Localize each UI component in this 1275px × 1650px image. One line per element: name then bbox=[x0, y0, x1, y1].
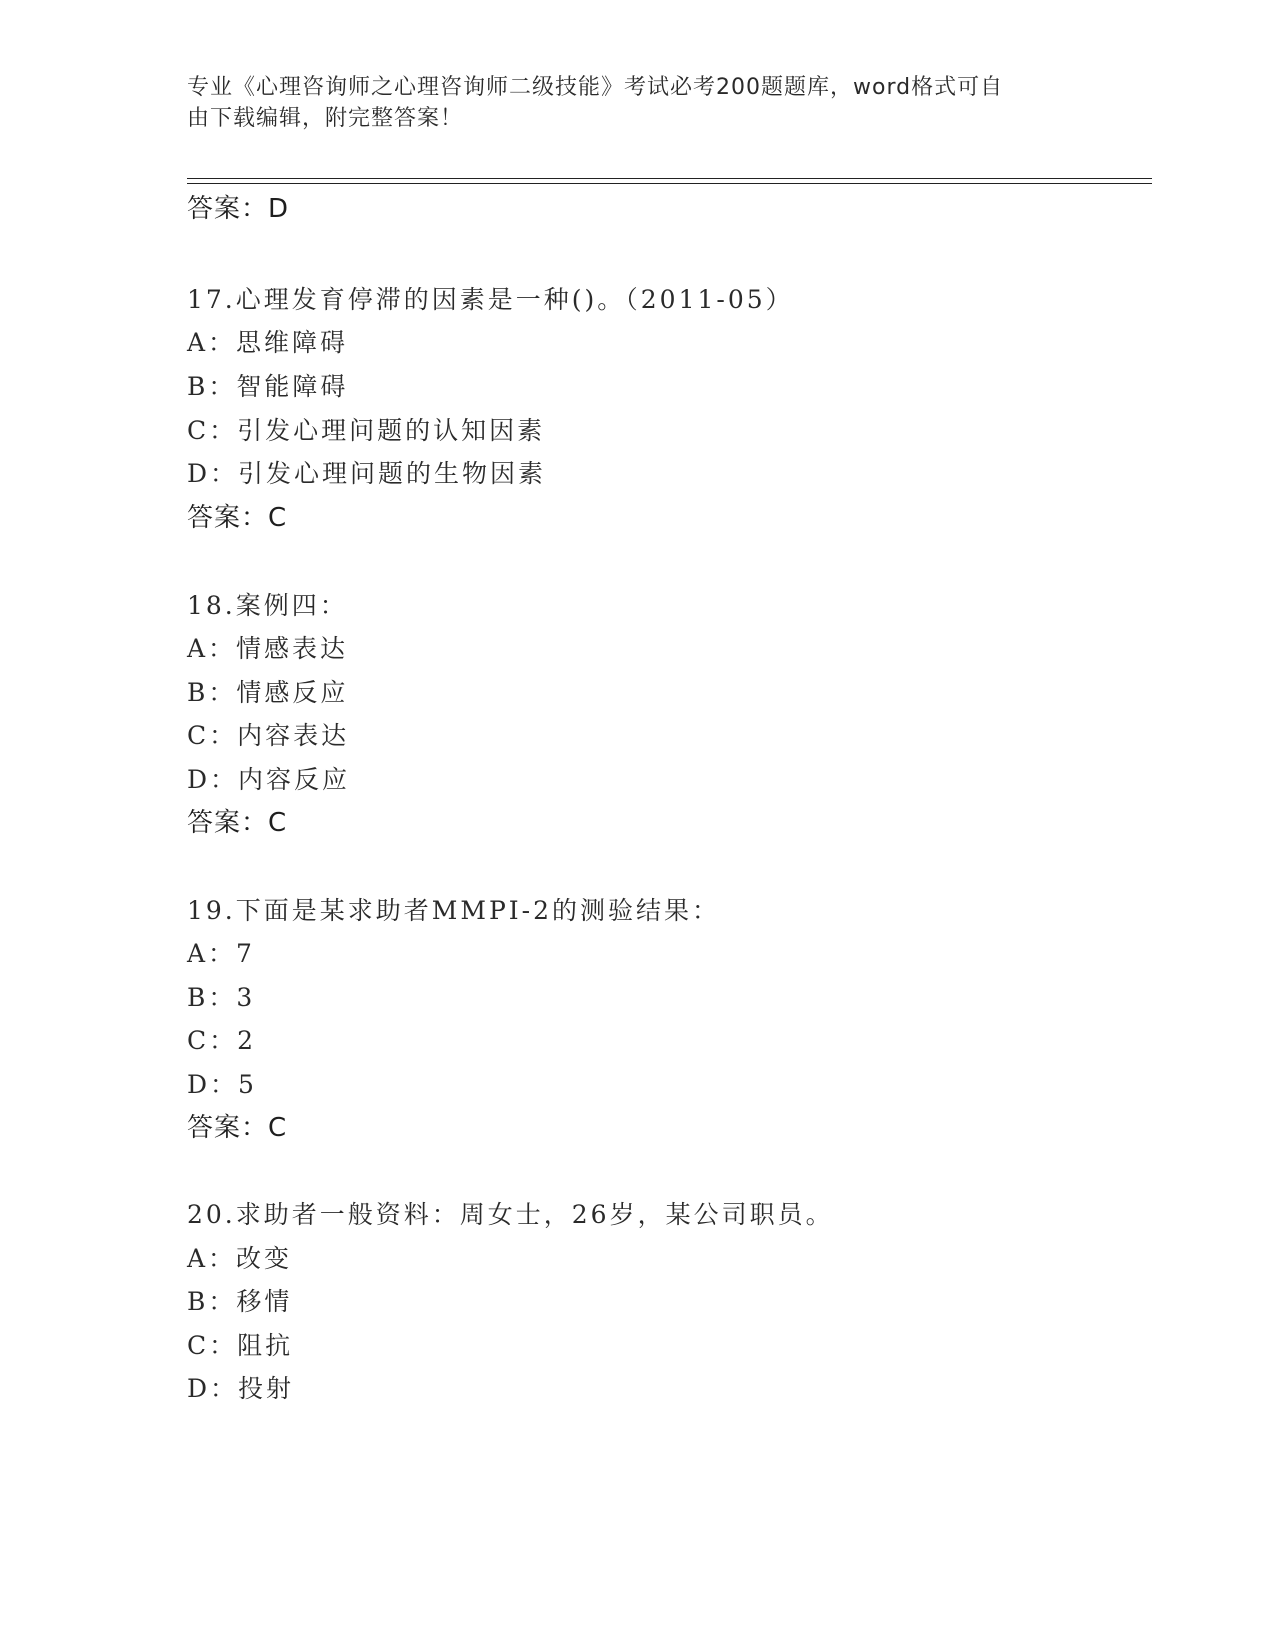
question-19-option-a: A：7 bbox=[187, 939, 255, 968]
question-18-option-d: D：内容反应 bbox=[187, 765, 351, 794]
question-20-option-c: C：阻抗 bbox=[187, 1331, 294, 1360]
question-18-option-a: A：情感表达 bbox=[187, 634, 349, 663]
question-20-option-d: D：投射 bbox=[187, 1374, 295, 1403]
header-rule-bottom bbox=[187, 183, 1152, 184]
question-17-option-a: A：思维障碍 bbox=[187, 328, 349, 357]
question-stem-17: 17.心理发育停滞的因素是一种()。（2011-05） bbox=[187, 285, 794, 314]
question-20-option-b: B：移情 bbox=[187, 1287, 293, 1316]
question-stem-19: 19.下面是某求助者MMPI-2的测验结果： bbox=[187, 896, 721, 925]
question-20-option-a: A：改变 bbox=[187, 1244, 293, 1273]
question-19-option-b: B：3 bbox=[187, 983, 256, 1012]
question-stem-20: 20.求助者一般资料：周女士，26岁，某公司职员。 bbox=[187, 1200, 834, 1229]
question-17-option-d: D：引发心理问题的生物因素 bbox=[187, 459, 547, 488]
header-line-2: 由下载编辑，附完整答案！ bbox=[187, 106, 464, 131]
question-19-answer: 答案：C bbox=[187, 1113, 288, 1143]
header-line-1: 专业《心理咨询师之心理咨询师二级技能》考试必考200题题库，word格式可自 bbox=[187, 75, 1004, 100]
document-header bbox=[187, 72, 1067, 134]
answer-previous: 答案：D bbox=[187, 194, 290, 224]
question-18-option-b: B：情感反应 bbox=[187, 678, 349, 707]
question-19-option-d: D：5 bbox=[187, 1070, 257, 1099]
question-19-option-c: C：2 bbox=[187, 1026, 257, 1055]
question-18-option-c: C：内容表达 bbox=[187, 721, 350, 750]
header-rule-top bbox=[187, 178, 1152, 179]
question-17-answer: 答案：C bbox=[187, 503, 288, 533]
question-17-option-c: C：引发心理问题的认知因素 bbox=[187, 416, 546, 445]
question-18-answer: 答案：C bbox=[187, 808, 288, 838]
question-stem-18: 18.案例四： bbox=[187, 591, 348, 620]
question-17-option-b: B：智能障碍 bbox=[187, 372, 349, 401]
